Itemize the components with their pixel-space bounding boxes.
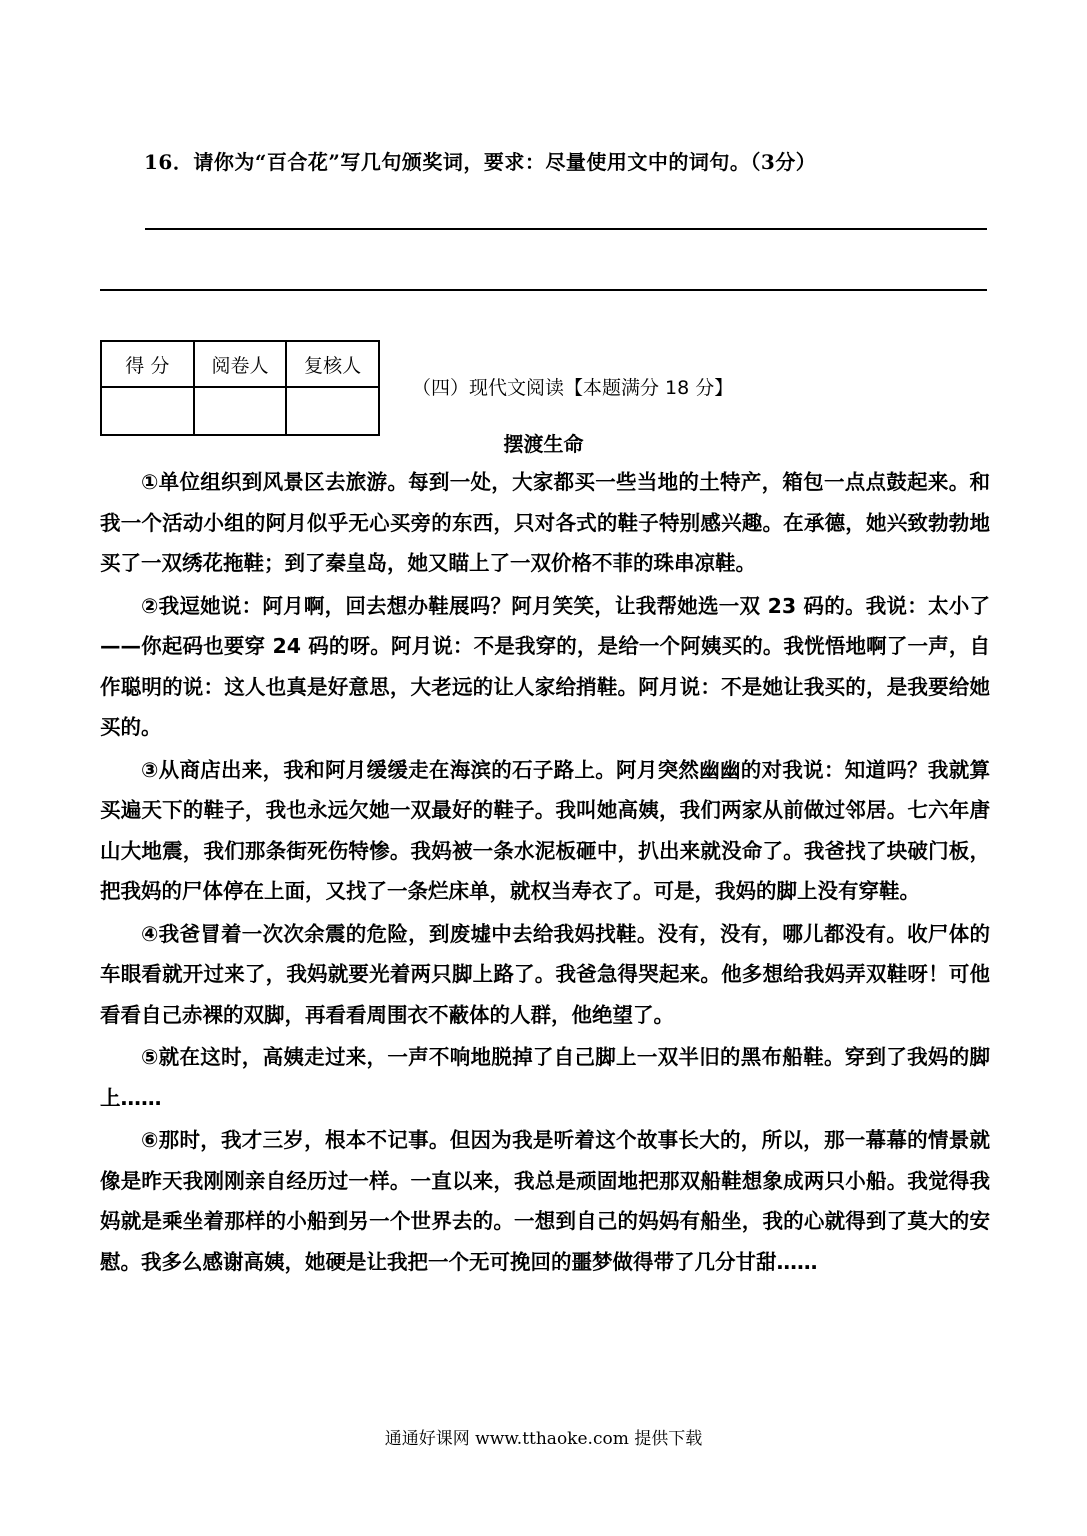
answer-line-2 bbox=[100, 289, 987, 291]
answer-line-1 bbox=[145, 228, 987, 230]
question-16: 16．请你为“百合花”写几句颁奖词，要求：尽量使用文中的词句。（3分） bbox=[144, 150, 817, 174]
passage-title: 摆渡生命 bbox=[503, 432, 584, 456]
score-header-score: 得 分 bbox=[101, 341, 194, 387]
score-header-grader: 阅卷人 bbox=[194, 341, 287, 387]
paragraph-5: ⑤就在这时，高姨走过来，一声不响地脱掉了自己脚上一双半旧的黑布船鞋。穿到了我妈的脚上…… bbox=[100, 1045, 990, 1110]
page-footer: 通通好课网 www.tthaoke.com 提供下载 bbox=[384, 1429, 703, 1449]
score-table bbox=[100, 340, 380, 436]
paragraph-2: ②我逗她说：阿月啊，回去想办鞋展吗？阿月笑笑，让我帮她选一双 23 码的。我说：太小了——你起码也要穿 24 码的呀。阿月说：不是我穿的，是给一个阿姨买的。我恍悟地啊了一声，自作聪明的说：这人也真是好意思，大老远的让人家给捎鞋。阿月说：不是她让我买的，是我要给她买的。 bbox=[100, 593, 990, 739]
passage-body bbox=[100, 462, 990, 1284]
paragraph-6: ⑥那时，我才三岁，根本不记事。但因为我是听着这个故事长大的，所以，那一幕幕的情景就像是昨天我刚刚亲自经历过一样。一直以来，我总是顽固地把那双船鞋想象成两只小船。我觉得我妈就是乘坐着那样的小船到另一个世界去的。一想到自己的妈妈有船坐，我的心就得到了莫大的安慰。我多么感谢高姨，她硬是让我把一个无可挽回的噩梦做得带了几分甘甜…… bbox=[100, 1128, 990, 1274]
paragraph-3: ③从商店出来，我和阿月缓缓走在海滨的石子路上。阿月突然幽幽的对我说：知道吗？我就算买遍天下的鞋子，我也永远欠她一双最好的鞋子。我叫她高姨，我们两家从前做过邻居。七六年唐山大地震，我们那条街死伤特惨。我妈被一条水泥板砸中，扒出来就没命了。我爸找了块破门板，把我妈的尸体停在上面，又找了一条烂床单，就权当寿衣了。可是，我妈的脚上没有穿鞋。 bbox=[100, 757, 990, 903]
section-heading: （四）现代文阅读【本题满分 18 分】 bbox=[412, 377, 734, 399]
paragraph-1: ①单位组织到风景区去旅游。每到一处，大家都买一些当地的土特产，箱包一点点鼓起来。和我一个活动小组的阿月似乎无心买旁的东西，只对各式的鞋子特别感兴趣。在承德，她兴致勃勃地买了一双绣花拖鞋；到了秦皇岛，她又瞄上了一双价格不菲的珠串凉鞋。 bbox=[100, 470, 990, 575]
score-header-reviewer: 复核人 bbox=[286, 341, 379, 387]
paragraph-4: ④我爸冒着一次次余震的危险，到废墟中去给我妈找鞋。没有，没有，哪儿都没有。收尸体的车眼看就开过来了，我妈就要光着两只脚上路了。我爸急得哭起来。他多想给我妈弄双鞋呀！可他看看自己赤裸的双脚，再看看周围衣不蔽体的人群，他绝望了。 bbox=[100, 921, 990, 1027]
